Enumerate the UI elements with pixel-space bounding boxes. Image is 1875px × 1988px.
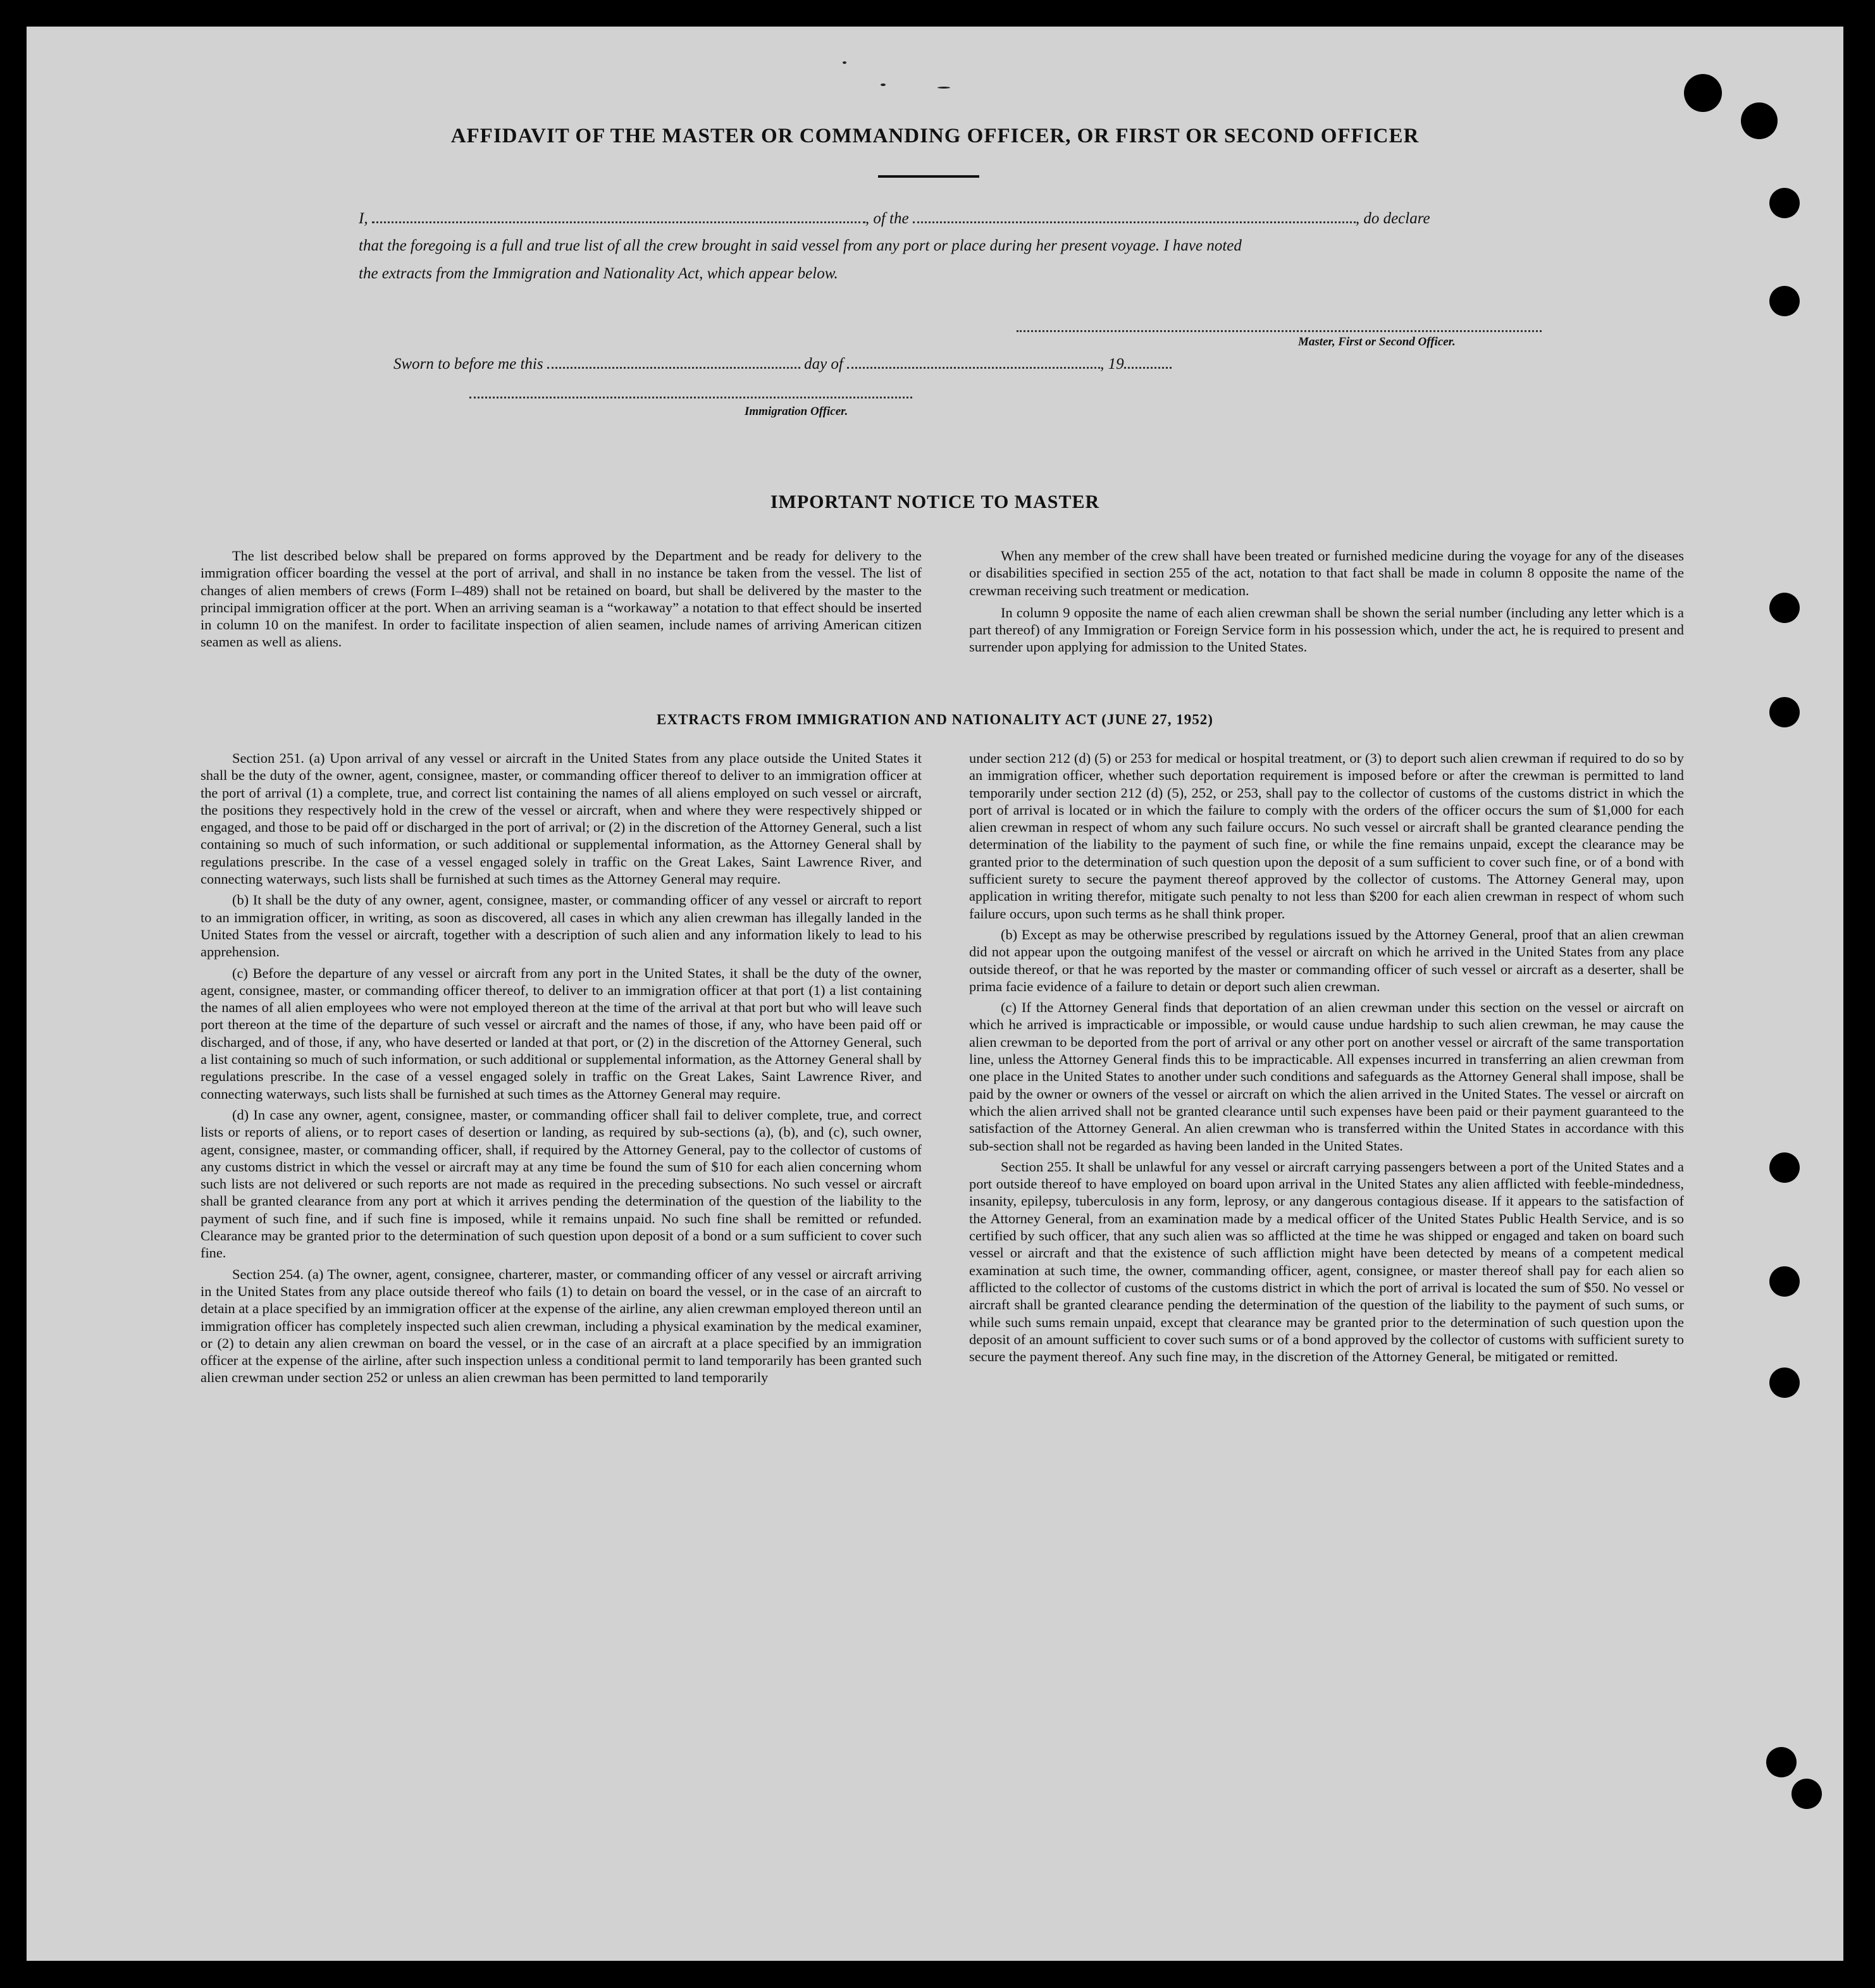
punch-hole [1684,74,1722,112]
master-signature-label: Master, First or Second Officer. [1298,335,1456,349]
sworn-day-blank[interactable] [547,355,800,369]
declaration-prefix: I, [359,210,368,227]
scan-speck [938,87,950,89]
officer-signature-line[interactable] [469,397,912,398]
declaration-mid: , of the [865,210,909,227]
scan-speck [843,61,846,64]
sworn-year-blank[interactable] [1124,355,1172,369]
notice-paragraph: When any member of the crew shall have been treated or furnished medicine during the voyage for any of the diseases or disabilities specified in section 255 of the act, notation to that fact shall be made in column 8 opposite the name of the crewman receiving such treatment or medication. [969,548,1684,598]
section-254-a-cont: under section 212 (d) (5) or 253 for medical or hospital treatment, or (3) to deport such alien crewman if required to do so by an immigration officer, whether such deportation requirement is imposed before or after the crewman is permitted to land temporarily under section 212 (d) (5), 252, or 253, shall pay to the collector of customs of the customs district in which the port of arrival is located or in which the failure to comply with the orders of the officer occurs the sum of $1,000 for each alien crewman in respect of whom any such failure occurs. No such vessel or aircraft shall be granted clearance pending the determination of the liability to the payment of such fine, or while the fine remains unpaid, except the clearance may be granted prior to the determination of such question upon the deposit of a sum sufficient to cover such fine, or of a bond with sufficient surety to secure the payment thereof approved by the collector of customs. The Attorney General may, upon application in writing therefor, mitigate such penalty to not less than $200 for each alien crewman in respect of whom such failure occurs, upon such terms as he shall think proper. [969,750,1684,922]
affidavit-title: AFFIDAVIT OF THE MASTER OR COMMANDING OFFICER, OR FIRST OR SECOND OFFICER [450,125,1420,147]
sworn-month-blank[interactable] [847,355,1100,369]
name-blank[interactable] [372,210,865,223]
punch-hole [1769,286,1800,316]
punch-hole [1769,188,1800,218]
notice-paragraph: In column 9 opposite the name of each alien crewman shall be shown the serial number (including any letter which is a part thereof) of any Immigration or Foreign Service form in his possession which, under the act, he is required to present and surrender upon applying for admission to the United States. [969,604,1684,655]
section-251-a: Section 251. (a) Upon arrival of any vessel or aircraft in the United States from any place outside the United States it shall be the duty of the owner, agent, consignee, master, or commanding officer thereof to deliver to an immigration officer at the port of arrival (1) a complete, true, and correct list containing the names of all aliens employed on such vessel or aircraft, the positions they respectively hold in the crew of the vessel or aircraft, when and where they were respectively shipped or engaged, and those to be paid off or discharged in the port of arrival; or (2) in the discretion of the Attorney General, such a list containing so much of such information, or such additional or supplemental information, as the Attorney General shall by regulations prescribe. In the case of a vessel engaged solely in traffic on the Great Lakes, Saint Lawrence River, and connecting waterways, such lists shall be furnished at such times as the Attorney General may require. [201,750,922,887]
declaration-line-1 [359,210,1561,228]
punch-hole [1769,1368,1800,1398]
section-251-d: (d) In case any owner, agent, consignee, master, or commanding officer shall fail to deliver complete, true, and correct lists or reports of aliens, or to report cases of desertion or landing, as required by sub-sections (a), (b), and (c), such owner, agent, consignee, master, or commanding officer, shall, if required by the Attorney General, pay to the collector of customs of any customs district in which the vessel or aircraft may at any time be found the sum of $10 for each alien concerning whom such lists are not delivered or such reports are not made as required in the preceding subsections. No such vessel or aircraft shall be granted clearance from any port at which it arrives pending the determination of the question of the liability to the payment of such fine, and if such fine is imposed, while it remains unpaid. No such fine shall be remitted or refunded. Clearance may be granted prior to the determination of such question upon deposit of a bond or a sum sufficient to cover such fine. [201,1106,922,1261]
officer-signature-label: Immigration Officer. [745,405,848,418]
notice-title: IMPORTANT NOTICE TO MASTER [770,491,1100,512]
punch-hole [1769,1152,1800,1183]
document-page [27,27,1843,1961]
vessel-blank[interactable] [913,210,1356,223]
scan-speck [881,83,886,86]
extracts-left-column [201,750,922,1390]
sworn-prefix: Sworn to before me this [393,355,543,373]
sworn-suffix: , 19 [1100,355,1124,373]
section-251-b: (b) It shall be the duty of any owner, agent, consignee, master, or commanding officer of any vessel or aircraft to report to an immigration officer, in writing, as soon as discovered, all cases in which any alien crewman has illegally landed in the United States from the vessel or aircraft, together with a description of such alien and any information likely to lead to his apprehension. [201,892,922,960]
punch-hole [1769,593,1800,623]
punch-hole [1791,1779,1822,1809]
declaration-line-3: the extracts from the Immigration and Nationality Act, which appear below. [359,265,838,282]
sworn-line [393,355,1595,373]
punch-hole [1769,1266,1800,1297]
sworn-mid: day of [804,355,843,373]
notice-paragraph: The list described below shall be prepared on forms approved by the Department and be ready for delivery to the immigration officer boarding the vessel at the port of arrival, and shall in no instance be taken from the vessel. The list of changes of alien members of crews (Form I–489) shall not be retained on board, but shall be delivered by the master to the principal immigration officer at the port. When an arriving seaman is a “workaway” a notation to that effect should be inserted in column 10 on the manifest. In order to facilitate inspection of alien seamen, include names of arriving American citizen seamen as well as aliens. [201,548,922,650]
master-signature-line[interactable] [1017,330,1542,332]
extracts-right-column [969,750,1684,1369]
title-rule [878,175,979,178]
punch-hole [1766,1747,1797,1777]
declaration-line-2: that the foregoing is a full and true list of all the crew brought in said vessel from any port or place during her present voyage. I have noted [359,237,1242,254]
notice-right-column [969,547,1684,660]
section-251-c: (c) Before the departure of any vessel or aircraft from any port in the United States, it shall be the duty of the owner, agent, consignee, master, or commanding officer thereof, to deliver to an immigration officer at that port (1) a list containing the names of all alien employees who were not employed thereon at the time of the arrival at that port but who will leave such port thereon at the time of the departure of such vessel or aircraft and the names of those, if any, who have been paid off or discharged, and of those, if any, who have deserted or landed at that port, or (2) in the discretion of the Attorney General, such a list containing so much of such information, or such additional or supplemental information, as the Attorney General shall by regulations prescribe. In the case of a vessel engaged solely in traffic on the Great Lakes, Saint Lawrence River, and connecting waterways, such lists shall be furnished at such times as the Attorney General may require. [201,965,922,1102]
section-255: Section 255. It shall be unlawful for any vessel or aircraft carrying passengers between a port of the United States and a port outside thereof to have employed on board upon arrival in the United States any alien afflicted with feeble-mindedness, insanity, epilepsy, tuberculosis in any form, leprosy, or any dangerous contagious disease. If it appears to the satisfaction of the Attorney General, from an examination made by a medical officer of the United States Public Health Service, and is so certified by such officer, that any such alien was so afflicted at the time he was shipped or engaged and taken on board such vessel or aircraft and that the existence of such affliction might have been detected by means of a competent medical examination at such time, the owner, commanding officer, agent, consignee, or master thereof shall pay for each alien so afflicted to the collector of customs of the customs district in which the port of arrival is located the sum of $50. No vessel or aircraft shall be granted clearance pending the determination of the question of the liability to the payment of such sums, or while such sums remain unpaid, except that clearance may be granted prior to the determination of such question upon the deposit of an amount sufficient to cover such sums or of a bond approved by the collector of customs with sufficient surety to secure the payment thereof. Any such fine may, in the discretion of the Attorney General, be mitigated or remitted. [969,1158,1684,1365]
notice-left-column [201,547,922,655]
declaration-suffix: , do declare [1355,210,1430,227]
section-254-b: (b) Except as may be otherwise prescribed by regulations issued by the Attorney General, proof that an alien crewman did not appear upon the outgoing manifest of the vessel or aircraft on which he arrived in the United States from any place outside thereof, or that he was reported by the master or commanding officer of such vessel or aircraft as a deserter, shall be prima facie evidence of a failure to detain or deport such alien crewman. [969,926,1684,994]
extracts-title: EXTRACTS FROM IMMIGRATION AND NATIONALITY ACT (JUNE 27, 1952) [657,712,1213,727]
section-254-a: Section 254. (a) The owner, agent, consignee, charterer, master, or commanding officer of any vessel or aircraft arriving in the United States from any place outside thereof who fails (1) to detain on board the vessel, or in the case of an aircraft to detain at a place specified by an immigration officer at the expense of the airline, any alien crewman employed thereon until an immigration officer has completely inspected such alien crewman, including a physical examination by the medical examiner, or (2) to detain any alien crewman on board the vessel, or in the case of an aircraft at a place specified by an immigration officer at the expense of the airline, after such inspection unless a conditional permit to land temporarily has been granted such alien crewman under section 252 or unless an alien crewman has been permitted to land temporarily [201,1266,922,1386]
section-254-c: (c) If the Attorney General finds that deportation of an alien crewman under this section on the vessel or aircraft on which he arrived is impracticable or impossible, or would cause undue hardship to such alien crewman, he may cause the alien crewman to be deported from the port of arrival or any other port on another vessel or aircraft of the same transportation line, unless the Attorney General finds this to be impracticable. All expenses incurred in transferring an alien crewman from one place in the United States to another under such conditions and safeguards as the Attorney General shall impose, shall be paid by the owner or owners of the vessel or aircraft on which the alien arrived in the United States. The vessel or aircraft on which the alien arrived shall not be granted clearance until such expenses have been paid or their payment guaranteed to the satisfaction of the Attorney General. An alien crewman who is transferred within the United States in accordance with this sub-section shall not be regarded as having been landed in the United States. [969,999,1684,1154]
